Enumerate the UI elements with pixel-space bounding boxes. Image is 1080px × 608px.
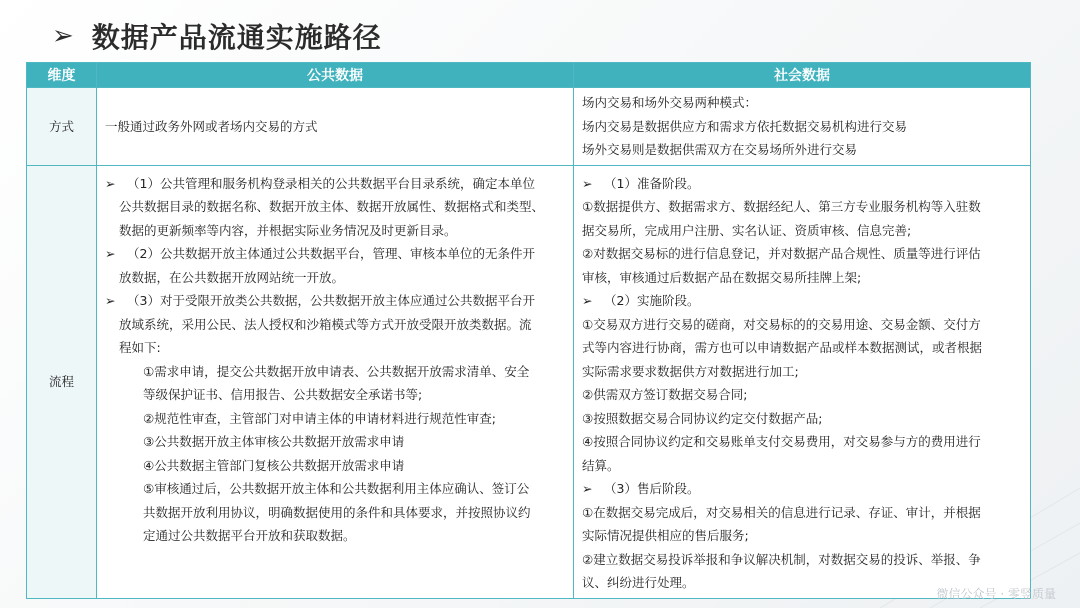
public-substep-5: ⑤审核通过后，公共数据开放主体和公共数据利用主体应确认、签订公 [143,481,530,496]
bullet-arrow-icon: ➢ [105,246,116,261]
social-step-line: 议、纠纷进行处理。 [582,575,695,590]
social-phase-1: ➢ （1）准备阶段。 [582,172,1022,196]
dimension-cell-process: 流程 [27,165,97,598]
social-step: ①在数据交易完成后，对交易相关的信息进行记录、存证、审计，并根据 [582,504,981,520]
social-step-line: 审核，审核通过后数据产品在数据交易所挂牌上架; [582,269,862,285]
public-substep-3: ③公共数据开放主体审核公共数据开放需求申请 [143,434,405,449]
public-process-cell [97,165,574,598]
header-dimension: 维度 [27,63,97,88]
public-bullet-1-line: 数据的更新频率等内容，并根据实际业务情况及时更新目录。 [119,222,457,238]
social-step-line: 结算。 [582,457,620,473]
header-social-data: 社会数据 [574,63,1031,88]
bullet-arrow-icon: ➢ [105,293,116,308]
public-bullet-1: ➢ （1）公共管理和服务机构登录相关的公共数据平台目录系统，确定本单位 [105,172,565,196]
public-substep-1: ①需求申请，提交公共数据开放申请表、公共数据开放需求清单、安全 [143,363,530,379]
social-step: ②建立数据交易投诉举报和争议解决机制，对数据交易的投诉、举报、争 [582,551,981,567]
bullet-arrow-icon: ➢ [582,481,593,496]
public-substep-5-line: 定通过公共数据平台开放和获取数据。 [143,528,356,543]
public-bullet-3-line: 放域系统，采用公民、法人授权和沙箱模式等方式开放受限开放类数据。流 [119,316,532,332]
header-public-data: 公共数据 [97,63,574,88]
social-step-line: 实际需求要求数据供方对数据进行加工; [582,363,799,379]
public-bullet-1-line: 公共数据目录的数据名称、数据开放主体、数据开放属性、数据格式和类型、 [119,199,545,214]
public-substep-4: ④公共数据主管部门复核公共数据开放需求申请 [143,457,405,473]
slide-title: 数据产品流通实施路径 [91,21,382,54]
social-step: ①交易双方进行交易的磋商，对交易标的的交易用途、交易金额、交付方 [582,316,981,332]
bullet-arrow-icon: ➢ [582,293,593,308]
social-step-line: 式等内容进行协商，需方也可以申请数据产品或样本数据测试，或者根据 [582,340,983,355]
social-method-line: 场外交易则是数据供需双方在交易场所外进行交易 [582,142,858,157]
public-substep-5-line: 共数据开放利用协议，明确数据使用的条件和具体要求，并按照协议约 [143,504,531,520]
title-arrow-icon: ➢ [52,21,74,51]
dimension-cell-method: 方式 [27,88,97,166]
social-phase-3: ➢ （3）售后阶段。 [582,477,1022,501]
bullet-arrow-icon: ➢ [582,175,593,191]
social-step: ③按照数据交易合同协议约定交付数据产品; [582,410,823,426]
public-bullet-2: ➢ （2）公共数据开放主体通过公共数据平台，管理、审核本单位的无条件开 [105,242,565,266]
public-bullet-2-line: 放数据，在公共数据开放网站统一开放。 [119,269,345,285]
social-step: ①数据提供方、数据需求方、数据经纪人、第三方专业服务机构等入驻数 [582,199,981,214]
bullet-arrow-icon: ➢ [105,175,116,191]
table-row-process [27,165,1031,598]
social-step: ②对数据交易标的进行信息登记，并对数据产品合规性、质量等进行评估 [582,246,981,261]
social-phase-2: ➢ （2）实施阶段。 [582,289,1022,313]
social-method-cell [574,88,1031,166]
table-header-row [27,63,1031,88]
comparison-table [26,62,1031,599]
watermark: 微信公众号 · 零竖质量 [936,587,1056,601]
social-step: ④按照合同协议约定和交易账单支付交易费用，对交易参与方的费用进行 [582,434,981,449]
social-method-line: 场内交易是数据供应方和需求方依托数据交易机构进行交易 [582,118,908,134]
public-method-text: 一般通过政务外网或者场内交易的方式 [105,118,318,134]
public-bullet-3: ➢ （3）对于受限开放类公共数据，公共数据开放主体应通过公共数据平台开 [105,289,565,313]
table-row-method [27,88,1031,166]
social-method-line: 场内交易和场外交易两种模式： [582,95,758,110]
public-bullet-3-line: 程如下: [119,340,161,355]
social-step-line: 实际情况提供相应的售后服务; [582,528,749,543]
social-process-cell [574,165,1031,598]
public-substep-2: ②规范性审查，主管部门对申请主体的申请材料进行规范性审查; [143,410,496,426]
public-method-cell [97,88,574,166]
social-step: ②供需双方签订数据交易合同; [582,387,748,402]
social-step-line: 据交易所，完成用户注册、实名认证、资质审核、信息完善; [582,222,912,238]
slide-title-bar [52,14,382,58]
public-substep-1-line: 等级保护证书、信用报告、公共数据安全承诺书等; [143,387,423,402]
